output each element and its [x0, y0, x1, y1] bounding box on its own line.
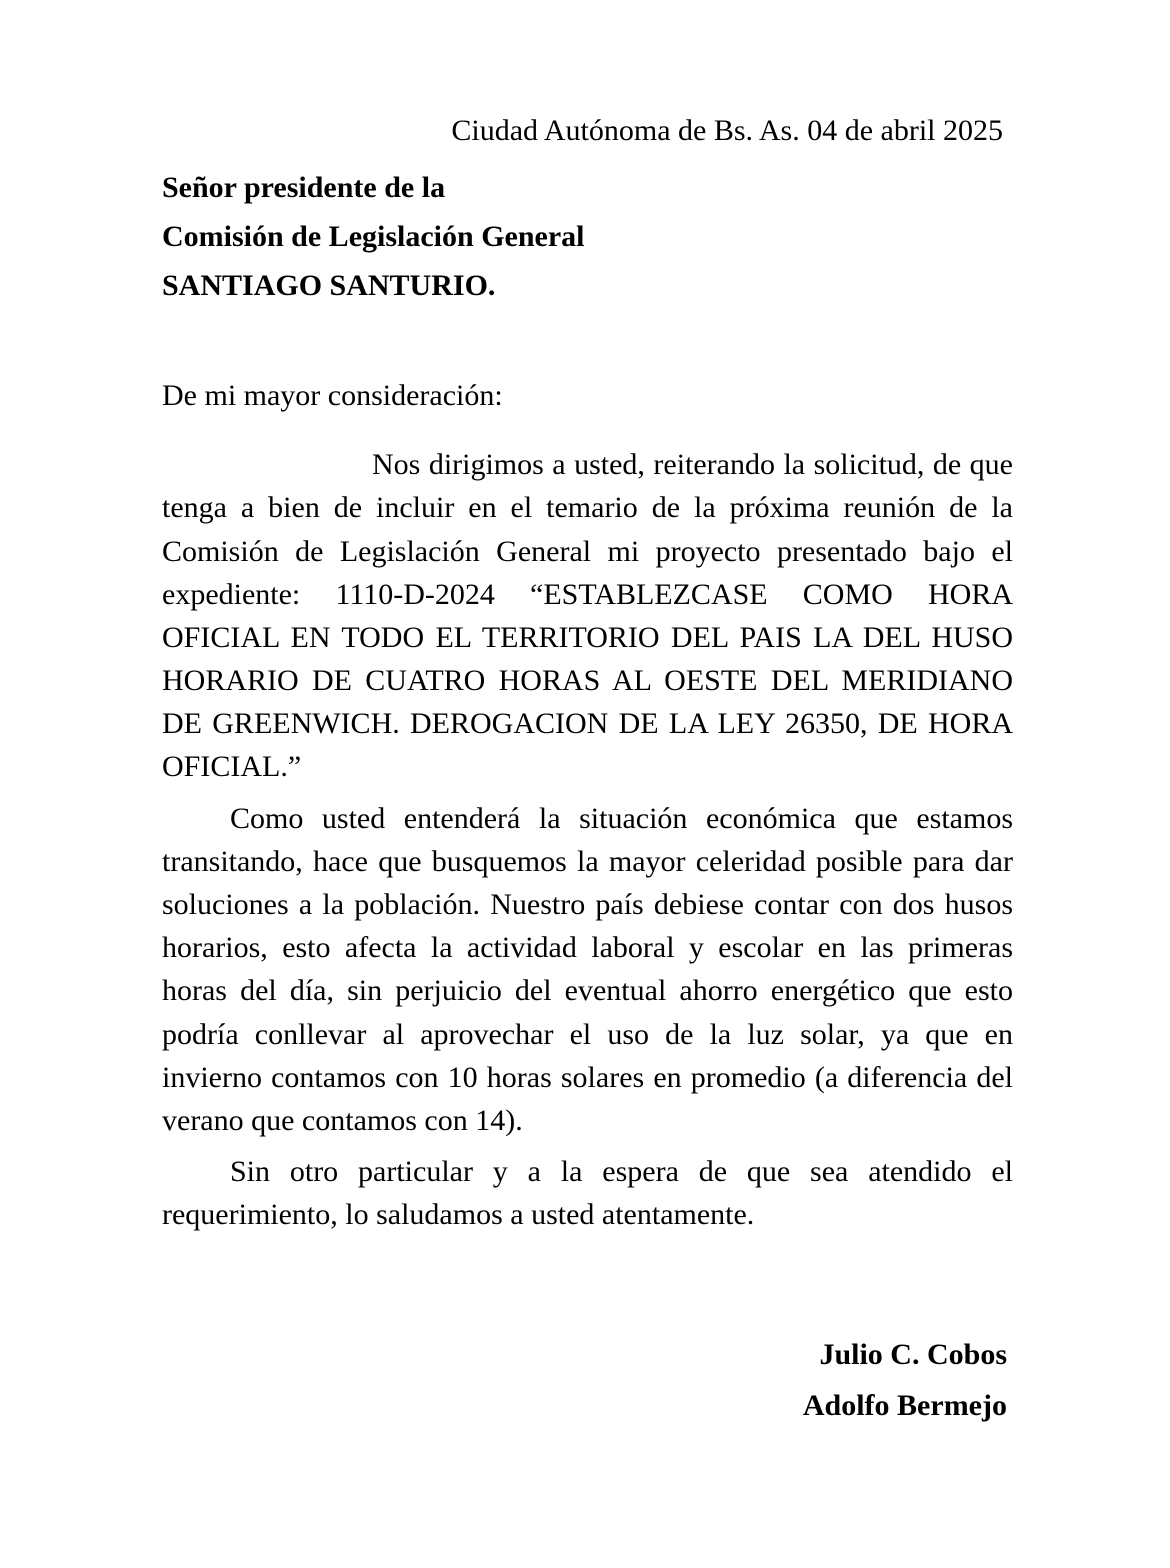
signature-name-1: Julio C. Cobos: [819, 1337, 1007, 1371]
date-line: Ciudad Autónoma de Bs. As. 04 de abril 2025: [451, 114, 1003, 147]
salutation: De mi mayor consideración:: [162, 379, 503, 413]
paragraph-2: Como usted entenderá la situación económica que estamos transitando, hace que busquemos la mayor celeridad posible para dar soluciones a la población. Nuestro país debiese contar con dos husos horarios, esto afecta la actividad laboral y escolar en las primeras horas del día, sin perjuicio del eventual ahorro energético que esto podría conllevar al aprovechar el uso de la luz solar, ya que en invierno contamos con 10 horas solares en promedio (a diferencia del verano que contamos con 14).: [162, 801, 1013, 1137]
addressee-line-2: Comisión de Legislación General: [162, 219, 585, 253]
paragraph-1: Nos dirigimos a usted, reiterando la solicitud, de que tenga a bien de incluir en el temario de la próxima reunión de la Comisión de Legislación General mi proyecto presentado bajo el expediente: 1110-D-2024 “ESTABLEZCASE COMO HORA OFICIAL EN TODO EL TERRITORIO DEL PAIS LA DEL HUSO HORARIO DE CUATRO HORAS AL OESTE DEL MERIDIANO DE GREENWICH. DEROGACION DE LA LEY 26350, DE HORA OFICIAL.”: [162, 448, 1013, 784]
vertical-spacer: [162, 310, 1013, 376]
addressee-line-3: SANTIAGO SANTURIO.: [162, 268, 496, 302]
addressee-line-1: Señor presidente de la: [162, 171, 446, 205]
signature-block: [162, 1329, 1013, 1432]
paragraph-3: Sin otro particular y a la espera de que sea atendido el requerimiento, lo saludamos a usted atentamente.: [162, 1155, 1013, 1232]
addressee-block: [162, 164, 1013, 310]
document-body: [162, 112, 1013, 1432]
signature-name-2: Adolfo Bermejo: [802, 1389, 1007, 1423]
